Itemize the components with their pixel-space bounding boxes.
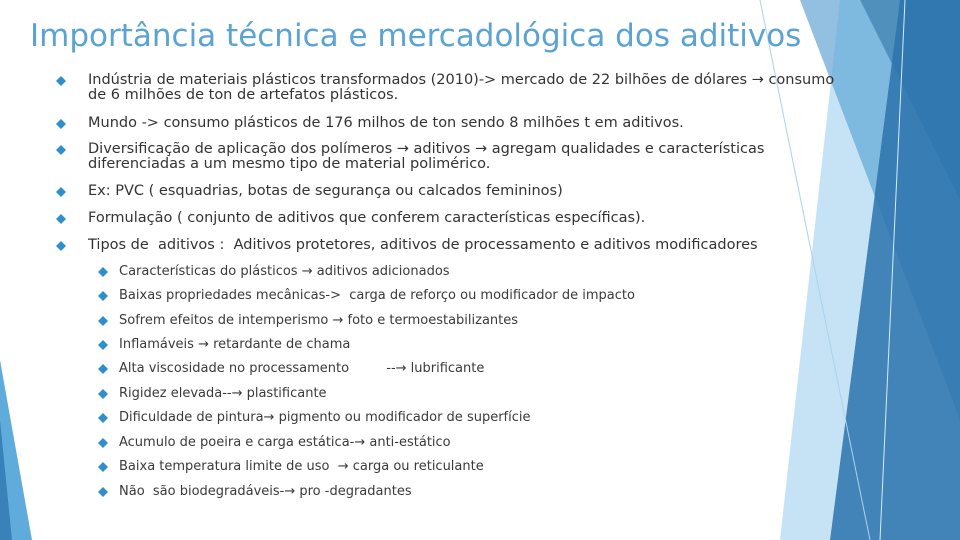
sub-bullet-item xyxy=(98,313,518,328)
bullet-text-line: Indústria de materiais plásticos transformados (2010)-> mercado de 22 bilhões de dólares → consumo xyxy=(88,72,835,88)
diamond-bullet-icon xyxy=(98,291,108,301)
bullet-item xyxy=(56,184,563,199)
bullet-text xyxy=(88,73,834,103)
bullet-text-line: diferenciadas a um mesmo tipo de material polimérico. xyxy=(88,156,491,172)
slide-title: Importância técnica e mercadológica dos aditivos xyxy=(30,18,802,54)
diamond-bullet-icon xyxy=(98,267,108,277)
diamond-bullet-icon xyxy=(98,413,108,423)
bullet-text xyxy=(119,435,451,450)
diamond-bullet-icon xyxy=(98,389,108,399)
bullet-text xyxy=(88,142,764,172)
sub-bullet-item xyxy=(98,337,350,352)
bullet-text-line: Tipos de aditivos : Aditivos protetores, aditivos de processamento e aditivos modificadores xyxy=(88,237,758,253)
bullet-item xyxy=(56,142,764,172)
bullet-item xyxy=(56,73,834,103)
bullet-text-line: Sofrem efeitos de intemperismo → foto e termoestabilizantes xyxy=(119,313,519,328)
sub-bullet-item xyxy=(98,288,635,303)
bullet-text-line: Rigidez elevada--→ plastificante xyxy=(119,386,327,401)
diamond-bullet-icon xyxy=(56,214,66,224)
bullet-text xyxy=(88,238,758,253)
bullet-text xyxy=(88,184,563,199)
bullet-text xyxy=(119,337,350,352)
sub-bullet-item xyxy=(98,435,451,450)
sub-bullet-item xyxy=(98,484,412,499)
sub-bullet-item xyxy=(98,410,531,425)
diamond-bullet-icon xyxy=(98,462,108,472)
bullet-text-line: Mundo -> consumo plásticos de 176 milhos de ton sendo 8 milhões t em aditivos. xyxy=(88,115,684,131)
diamond-bullet-icon xyxy=(98,364,108,374)
diamond-bullet-icon xyxy=(98,487,108,497)
bullet-item xyxy=(56,116,684,131)
bullet-text-line: Diversificação de aplicação dos polímeros → aditivos → agregam qualidades e características xyxy=(88,141,765,157)
bullet-text xyxy=(119,361,484,376)
bullet-text-line: Formulação ( conjunto de aditivos que conferem características específicas). xyxy=(88,210,646,226)
sub-bullet-item xyxy=(98,264,450,279)
sub-bullet-item xyxy=(98,459,484,474)
diamond-bullet-icon xyxy=(56,187,66,197)
bullet-item xyxy=(56,238,758,253)
bullet-text-line: Alta viscosidade no processamento --→ lubrificante xyxy=(119,361,485,376)
diamond-bullet-icon xyxy=(56,241,66,251)
diamond-bullet-icon xyxy=(98,316,108,326)
bullet-text xyxy=(119,264,450,279)
bullet-text-line: Baixa temperatura limite de uso → carga ou reticulante xyxy=(119,459,484,474)
bullet-text xyxy=(119,386,327,401)
bullet-text-line: Características do plásticos → aditivos adicionados xyxy=(119,264,450,279)
bullet-text xyxy=(119,410,531,425)
bullet-text xyxy=(119,313,518,328)
bullet-text xyxy=(119,288,635,303)
bullet-text xyxy=(88,211,645,226)
bullet-text-line: de 6 milhões de ton de artefatos plásticos. xyxy=(88,87,399,103)
bullet-text xyxy=(119,459,484,474)
sub-bullet-item xyxy=(98,361,484,376)
diamond-bullet-icon xyxy=(56,145,66,155)
diamond-bullet-icon xyxy=(98,438,108,448)
bullet-text-line: Ex: PVC ( esquadrias, botas de segurança ou calcados femininos) xyxy=(88,183,563,199)
bullet-text-line: Dificuldade de pintura→ pigmento ou modificador de superfície xyxy=(119,410,531,425)
bullet-text-line: Inflamáveis → retardante de chama xyxy=(119,337,351,352)
sub-bullet-item xyxy=(98,386,327,401)
bullet-text xyxy=(88,116,684,131)
bullet-text-line: Acumulo de poeira e carga estática-→ anti-estático xyxy=(119,435,451,450)
bullet-text-line: Baixas propriedades mecânicas-> carga de reforço ou modificador de impacto xyxy=(119,288,635,303)
diamond-bullet-icon xyxy=(56,76,66,86)
bullet-text-line: Não são biodegradáveis-→ pro -degradantes xyxy=(119,484,412,499)
bullet-text xyxy=(119,484,412,499)
bullet-item xyxy=(56,211,645,226)
diamond-bullet-icon xyxy=(98,340,108,350)
diamond-bullet-icon xyxy=(56,119,66,129)
